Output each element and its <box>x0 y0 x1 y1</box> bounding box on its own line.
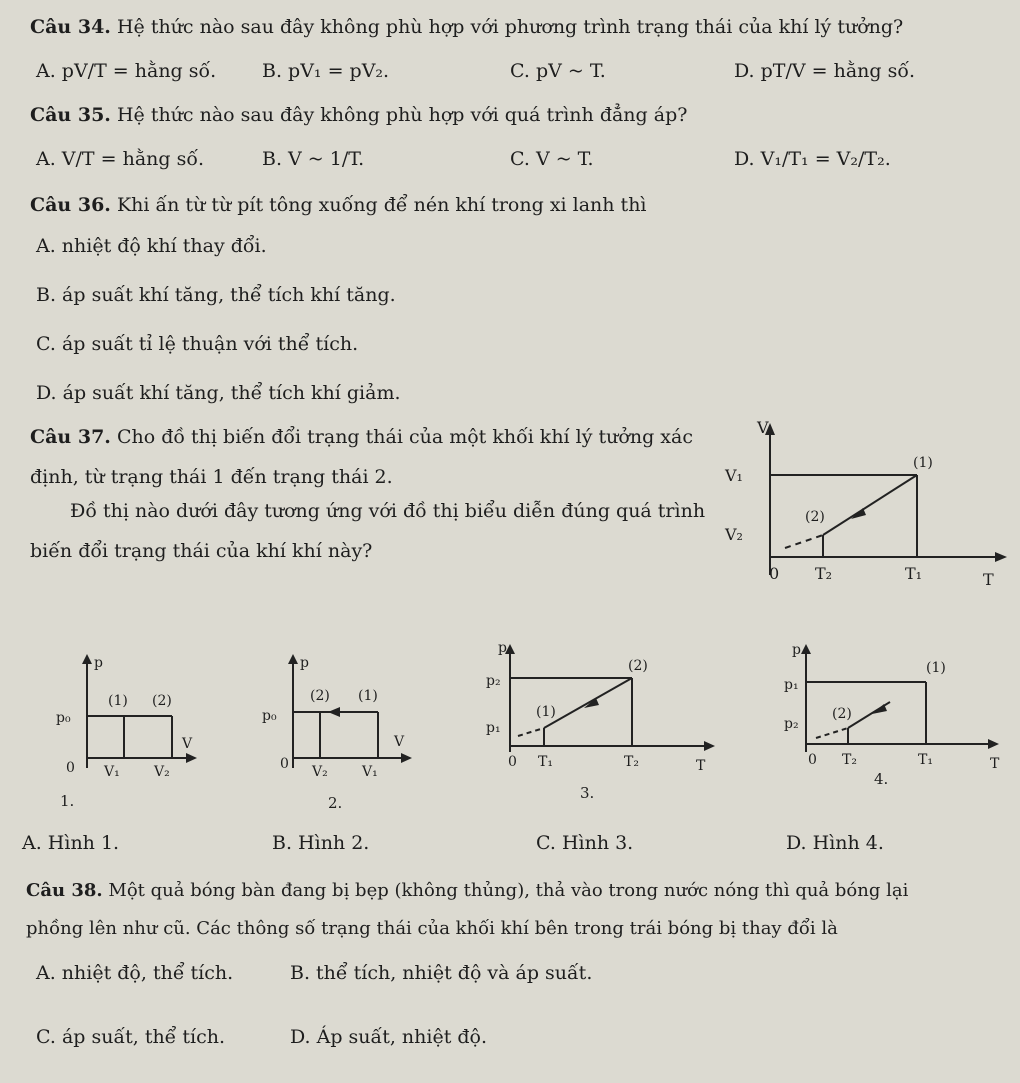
figure-1-p0-label: p₀ <box>56 710 71 726</box>
main-graph-dashed-line <box>785 535 823 548</box>
figure-1-v2-label: V₂ <box>154 764 170 780</box>
figure-2-origin-label: 0 <box>280 756 289 772</box>
figure-3-t2-label: T₂ <box>624 754 639 770</box>
figure-4-p2-label: p₂ <box>784 716 799 732</box>
figure-2-caption: 2. <box>328 794 343 812</box>
figure-2 <box>258 650 418 815</box>
figure-3-caption: 3. <box>580 784 595 802</box>
question-35-stem: Hệ thức nào sau đây không phù hợp với quá trình đẳng áp? <box>116 104 688 126</box>
figure-2-process-arrow-icon <box>328 707 340 717</box>
main-graph <box>715 415 1015 605</box>
question-34-number: Câu 34. <box>30 16 111 38</box>
figure-4-x-label: T <box>990 756 1000 772</box>
figure-2-state1-label: (1) <box>358 688 378 704</box>
main-graph-x-label: T <box>983 570 994 589</box>
figure-1-origin-label: 0 <box>66 760 75 776</box>
figure-2-v2-label: V₂ <box>312 764 328 780</box>
main-graph-v2-label: V₂ <box>725 525 743 544</box>
question-35 <box>30 104 687 127</box>
figure-4-origin-label: 0 <box>808 752 817 768</box>
figure-1-state1-label: (1) <box>108 693 128 709</box>
question-34 <box>30 16 903 39</box>
question-36 <box>30 194 647 217</box>
figure-1-y-arrow-icon <box>82 654 92 664</box>
main-graph-x-arrow-icon <box>995 552 1007 562</box>
figure-1-caption: 1. <box>60 792 75 810</box>
main-graph-origin-label: 0 <box>769 564 780 583</box>
figure-3-t1-label: T₁ <box>538 754 553 770</box>
figure-2-p0-label: p₀ <box>262 708 277 724</box>
q37-option-a[interactable]: A. Hình 1. <box>22 832 120 854</box>
figure-1 <box>52 650 202 810</box>
question-37-line4: biến đổi trạng thái của khí khí này? <box>30 540 373 562</box>
q35-option-c[interactable]: C. V ~ T. <box>510 148 594 170</box>
main-graph-process-line <box>823 475 917 535</box>
question-38-line1: Một quả bóng bàn đang bị bẹp (không thủng), thả vào trong nước nóng thì quả bóng lại <box>108 880 909 901</box>
q37-option-c[interactable]: C. Hình 3. <box>536 832 634 854</box>
question-34-stem: Hệ thức nào sau đây không phù hợp với phương trình trạng thái của khí lý tưởng? <box>116 16 904 38</box>
question-36-stem: Khi ấn từ từ pít tông xuống để nén khí trong xi lanh thì <box>116 194 647 216</box>
main-graph-t2-label: T₂ <box>815 564 833 583</box>
figure-3-dashed-line <box>518 728 544 736</box>
figure-4-t2-label: T₂ <box>842 752 857 768</box>
figure-3-x-label: T <box>696 758 706 774</box>
figure-1-y-label: p <box>94 655 103 671</box>
main-graph-state1-label: (1) <box>913 455 933 471</box>
figure-2-y-label: p <box>300 655 309 671</box>
figure-4-t1-label: T₁ <box>918 752 933 768</box>
figure-3-state2-label: (2) <box>628 658 648 674</box>
figure-2-y-arrow-icon <box>288 654 298 664</box>
q37-option-d[interactable]: D. Hình 4. <box>786 832 884 854</box>
figure-4-caption: 4. <box>874 770 889 788</box>
figure-2-x-label: V <box>394 734 405 750</box>
main-graph-v1-label: V₁ <box>725 466 743 485</box>
question-38 <box>26 880 908 902</box>
q38-option-d[interactable]: D. Áp suất, nhiệt độ. <box>290 1026 488 1048</box>
question-37-line3: Đồ thị nào dưới đây tương ứng với đồ thị biểu diễn đúng quá trình <box>70 500 706 522</box>
q34-option-a[interactable]: A. pV/T = hằng số. <box>36 60 217 82</box>
figure-3-process-line <box>544 678 632 728</box>
q38-option-c[interactable]: C. áp suất, thể tích. <box>36 1026 226 1048</box>
figure-2-x-arrow-icon <box>401 753 412 763</box>
question-37-number: Câu 37. <box>30 426 111 448</box>
question-37 <box>30 426 693 449</box>
figure-2-v1-label: V₁ <box>362 764 378 780</box>
q35-option-b[interactable]: B. V ~ 1/T. <box>262 148 365 170</box>
q38-option-b[interactable]: B. thể tích, nhiệt độ và áp suất. <box>290 962 593 984</box>
figure-1-x-label: V <box>182 736 193 752</box>
figure-3-p2-label: p₂ <box>486 673 501 689</box>
q34-option-b[interactable]: B. pV₁ = pV₂. <box>262 60 390 82</box>
q35-option-a[interactable]: A. V/T = hằng số. <box>36 148 205 170</box>
q34-option-d[interactable]: D. pT/V = hằng số. <box>734 60 916 82</box>
figure-4-y-label: p <box>792 642 801 658</box>
figure-3 <box>480 640 725 805</box>
figure-2-state2-label: (2) <box>310 688 330 704</box>
figure-4-state2-label: (2) <box>832 706 852 722</box>
q37-option-b[interactable]: B. Hình 2. <box>272 832 370 854</box>
figure-3-p1-label: p₁ <box>486 720 501 736</box>
figure-4-p1-label: p₁ <box>784 677 799 693</box>
question-38-number: Câu 38. <box>26 880 103 901</box>
q36-option-c[interactable]: C. áp suất tỉ lệ thuận với thể tích. <box>36 333 359 355</box>
main-graph-y-label: V <box>757 418 769 437</box>
figure-4-state1-label: (1) <box>926 660 946 676</box>
main-graph-state2-label: (2) <box>805 509 825 525</box>
figure-4 <box>778 640 1018 810</box>
q36-option-d[interactable]: D. áp suất khí tăng, thể tích khí giảm. <box>36 382 401 404</box>
q36-option-b[interactable]: B. áp suất khí tăng, thể tích khí tăng. <box>36 284 396 306</box>
q38-option-a[interactable]: A. nhiệt độ, thể tích. <box>36 962 234 984</box>
figure-1-state2-label: (2) <box>152 693 172 709</box>
figure-3-state1-label: (1) <box>536 704 556 720</box>
figure-3-y-label: p <box>498 640 507 656</box>
figure-3-x-arrow-icon <box>704 741 715 751</box>
figure-3-origin-label: 0 <box>508 754 517 770</box>
figure-4-dashed-line <box>816 728 848 738</box>
q36-option-a[interactable]: A. nhiệt độ khí thay đổi. <box>36 235 267 257</box>
q35-option-d[interactable]: D. V₁/T₁ = V₂/T₂. <box>734 148 891 170</box>
question-37-line2: định, từ trạng thái 1 đến trạng thái 2. <box>30 466 393 488</box>
question-38-line2: phồng lên như cũ. Các thông số trạng thái của khối khí bên trong trái bóng bị thay đổi là <box>26 918 838 939</box>
main-graph-t1-label: T₁ <box>905 564 923 583</box>
figure-1-x-arrow-icon <box>186 753 197 763</box>
question-36-number: Câu 36. <box>30 194 111 216</box>
figure-4-y-arrow-icon <box>801 644 811 654</box>
figure-1-v1-label: V₁ <box>104 764 120 780</box>
q34-option-c[interactable]: C. pV ~ T. <box>510 60 606 82</box>
figure-4-x-arrow-icon <box>988 739 999 749</box>
question-35-number: Câu 35. <box>30 104 111 126</box>
question-37-line1: Cho đồ thị biến đổi trạng thái của một khối khí lý tưởng xác <box>116 426 693 448</box>
